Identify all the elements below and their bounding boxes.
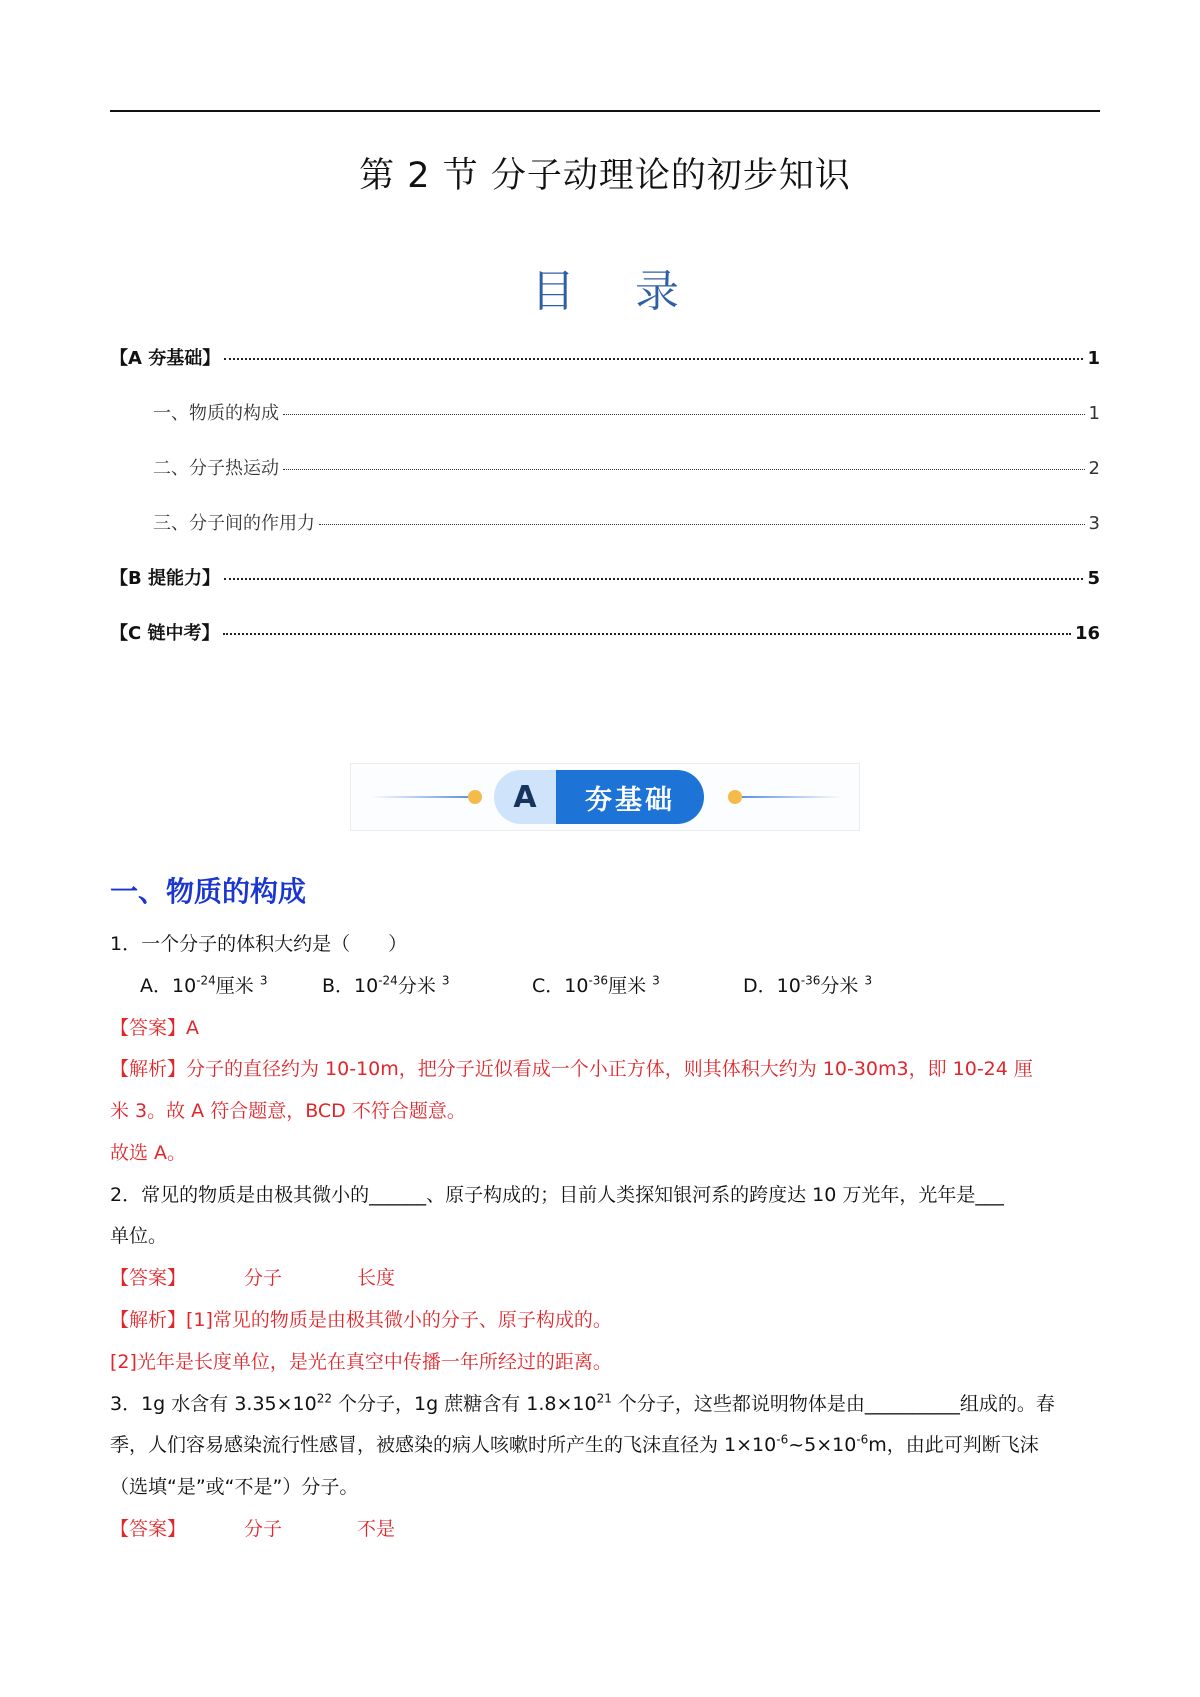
banner-line-left [371, 796, 471, 798]
document-title: 第 2 节 分子动理论的初步知识 [359, 156, 851, 196]
toc-entry-c[interactable] [110, 619, 1100, 647]
q1-option-a: A．$10^{-24}$厘米 $^3$ [140, 973, 268, 997]
toc-entry-3[interactable] [153, 509, 1100, 537]
toc-entry-1[interactable] [153, 399, 1100, 427]
q1-option-b: B．$10^{-24}$分米 $^3$ [322, 973, 450, 997]
toc-leader-dots [224, 578, 1083, 580]
toc-entry-label: 一、物质的构成 [153, 403, 279, 424]
q1-answer: 【答案】A [110, 1017, 199, 1039]
q2-analysis: 【解析】[1]常见的物质是由极其微小的分子、原子构成的。 [110, 1309, 612, 1331]
q2-answer [110, 1264, 1100, 1292]
toc-entry-label: 【A 夯基础】 [110, 348, 221, 369]
top-rule [110, 110, 1100, 112]
q2-analysis-cont: [2]光年是长度单位，是光在真空中传播一年所经过的距离。 [110, 1351, 612, 1373]
toc-entry-label: 【B 提能力】 [110, 568, 220, 589]
answer-label: 【答案】 [110, 1267, 187, 1289]
answer-value-1: 分子 [244, 1518, 283, 1540]
toc-entry-page: 16 [1074, 623, 1100, 644]
q3-answer [110, 1515, 1100, 1543]
answer-value-2: 不是 [357, 1518, 396, 1540]
toc-entry-page: 2 [1088, 458, 1100, 479]
toc-entry-2[interactable] [153, 454, 1100, 482]
toc-leader-dots [223, 633, 1070, 635]
q3-question: 3．1g 水含有 $3.35\times 10^{22}$ 个分子，1g 蔗糖含有 $1.8\times 10^{21}$ 个分子，这些都说明物体是由__________组成的。春 [110, 1391, 1055, 1415]
toc-entry-label: 【C 链中考】 [110, 623, 220, 644]
toc-leader-dots [283, 414, 1085, 415]
toc-leader-dots [319, 524, 1085, 525]
q3-question-cont: 季，人们容易感染流行性感冒，被感染的病人咳嗽时所产生的飞沫直径为 $1\times 10^{-6}\sim 5\times 10^{-6}m$，由此可判断飞沫 [110, 1432, 1039, 1456]
banner-name: 夯基础 [556, 770, 704, 824]
toc-heading: 目录 [531, 266, 739, 317]
q1-analysis-cont: 米 3。故 A 符合题意，BCD 不符合题意。 [110, 1100, 466, 1122]
q3-question-cont2: （选填“是”或“不是”）分子。 [110, 1476, 359, 1498]
toc-entry-page: 3 [1088, 513, 1100, 534]
section-banner [350, 763, 860, 831]
toc-entry-page: 1 [1088, 403, 1100, 424]
answer-value-1: 分子 [244, 1267, 283, 1289]
q1-option-d: D．$10^{-36}$分米 $^3$ [743, 973, 873, 997]
banner-dot-left [468, 790, 482, 804]
q1-option-c: C．$10^{-36}$厘米 $^3$ [532, 973, 660, 997]
banner-letter: A [494, 770, 556, 824]
banner-pill [494, 770, 704, 824]
q1-conclusion: 故选 A。 [110, 1142, 187, 1164]
toc-leader-dots [283, 469, 1085, 470]
answer-label: 【答案】 [110, 1518, 187, 1540]
q2-question: 2．常见的物质是由极其微小的______、原子构成的；目前人类探知银河系的跨度达 10 万光年，光年是___ [110, 1184, 1004, 1206]
toc-entry-label: 三、分子间的作用力 [153, 513, 315, 534]
toc-entry-a[interactable] [110, 344, 1100, 372]
section-heading: 一、物质的构成 [110, 875, 307, 908]
q2-question-cont: 单位。 [110, 1225, 168, 1247]
banner-dot-right [728, 790, 742, 804]
toc-entry-b[interactable] [110, 564, 1100, 592]
toc-leader-dots [224, 358, 1083, 360]
banner-line-right [742, 796, 842, 798]
toc-entry-page: 1 [1087, 348, 1100, 369]
toc-entry-page: 5 [1087, 568, 1100, 589]
q1-analysis: 【解析】分子的直径约为 10-10m，把分子近似看成一个小正方体，则其体积大约为 10-30m3，即 10-24 厘 [110, 1058, 1033, 1080]
answer-value-2: 长度 [357, 1267, 396, 1289]
q1-question: 1．一个分子的体积大约是（ ） [110, 933, 408, 955]
toc-entry-label: 二、分子热运动 [153, 458, 279, 479]
